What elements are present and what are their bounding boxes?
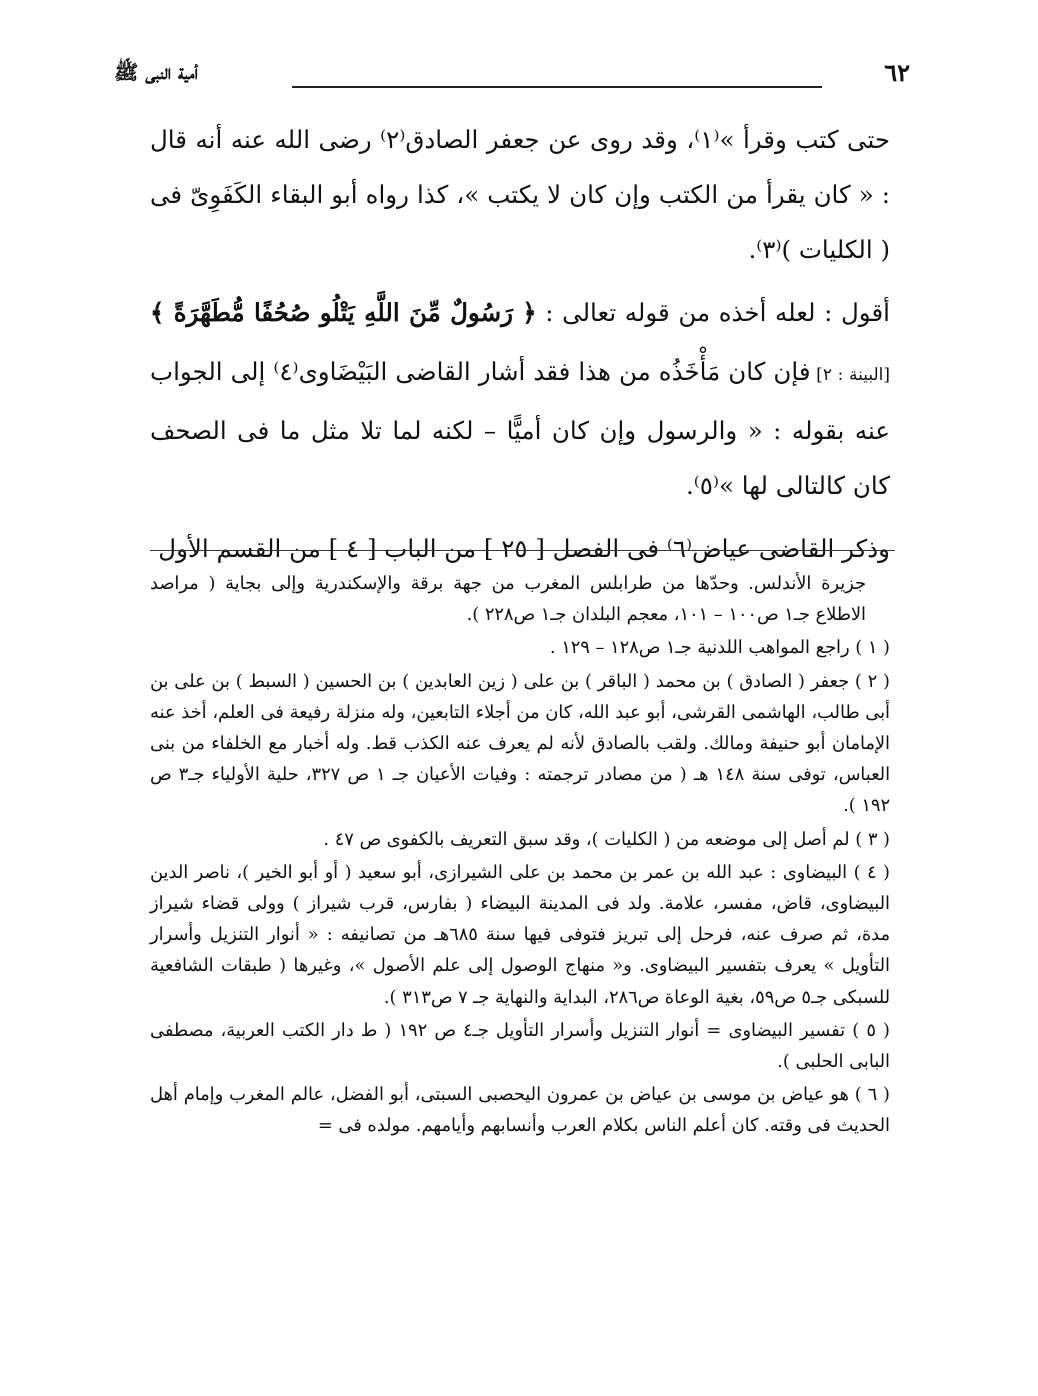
paragraph-2 xyxy=(150,285,890,513)
verse-reference: [البينة : ٢] xyxy=(810,365,890,385)
main-text xyxy=(150,112,890,576)
footnote-4: ( ٤ ) البيضاوى : عبد الله بن عمر بن محمد بن على الشيرازى، أبو سعيد ( أو أبو الخير )، ناصر الدين البيضاوى، قاض، مفسر، علامة. ولد فى المدينة البيضاء ( بفارس، قرب شيراز ) وولى قضاء شيراز مدة، ثم صرف عنه، فرحل إلى تبريز فتوفى فيها سنة ٦٨٥هـ من تصانيفه : « أنوار التنزيل وأسرار التأويل » يعرف بتفسير البيضاوى. و« منهاج الوصول إلى علم الأصول »، وغيرها ( طبقات الشافعية للسبكى جـ٥ ص٥٩، بغية الوعاة ص٢٨٦، البداية والنهاية جـ ٧ ص٣١٣ ). xyxy=(150,861,890,1008)
footnote-separator xyxy=(150,550,895,551)
paragraph-2-end: فإن كان مَأْخَذُه من هذا فقد أشار القاضى البَيْضَاوى⁽٤⁾ إلى الجواب عنه بقوله : « والرسول وإن كان أميًّا – لكنه لما تلا مثل ما فى الصحف كان كالتالى لها »⁽٥⁾. xyxy=(150,357,890,500)
quran-verse: ﴿ رَسُولٌ مِّنَ اللَّهِ يَتْلُو صُحُفًا مُّطَهَّرَةً ﴾ xyxy=(150,298,537,327)
paragraph-2-start: أقول : لعله أخذه من قوله تعالى : xyxy=(536,298,890,327)
header-rule xyxy=(292,86,822,88)
footnote-1: ( ١ ) راجع المواهب اللدنية جـ١ ص١٢٨ – ١٢٩ . xyxy=(549,637,890,659)
footnote-5: ( ٥ ) تفسير البيضاوى = أنوار التنزيل وأسرار التأويل جـ٤ ص ١٩٢ ( ط دار الكتب العربية، مصطفى البابى الحلبى ). xyxy=(150,1019,890,1073)
footnote-3: ( ٣ ) لم أصل إلى موضعه من ( الكليات )، وقد سبق التعريف بالكفوى ص ٤٧ . xyxy=(323,828,890,850)
running-title: أمية النبى ﷺ xyxy=(114,60,198,84)
footnote-6: ( ٦ ) هو عياض بن موسى بن عياض بن عمرون اليحصبى السبتى، أبو الفضل، عالم المغرب وإمام أهل الحديث فى وقته. كان أعلم الناس بكلام العرب وأنسابهم وأيامهم. مولده فى = xyxy=(150,1084,890,1137)
footnotes xyxy=(150,568,890,1142)
footnote-continuation: جزيرة الأندلس. وحدّها من طرابلس المغرب من جهة برقة والإسكندرية وإلى بجاية ( مراصد الاطلاع جـ١ ص١٠٠ – ١٠١، معجم البلدان جـ١ ص٢٢٨ ). xyxy=(150,573,866,626)
paragraph-3: وذكر القاضى عياض⁽٦⁾ فى الفصل [ ٢٥ ] من الباب [ ٤ ] من القسم الأول xyxy=(158,534,890,563)
footnote-2: ( ٢ ) جعفر ( الصادق ) بن محمد ( الباقر ) بن على ( زين العابدين ) بن الحسين ( السبط ) بن على بن أبى طالب، الهاشمى القرشى، أبو عبد الله، كان من أجلاء التابعين، وله منزلة رفيعة فى العلم، أخذ عنه الإمامان أبو حنيفة ومالك. ولقب بالصادق لأنه لم يعرف عنه الكذب قط. وله أخبار مع الخلفاء من بنى العباس، توفى سنة ١٤٨ هـ ( من مصادر ترجمته : وفيات الأعيان جـ ١ ص ٣٢٧، حلية الأولياء جـ٣ ص ١٩٢ ). xyxy=(150,670,891,817)
paragraph-1: حتى كتب وقرأ »⁽١⁾، وقد روى عن جعفر الصادق⁽٢⁾ رضى الله عنه أنه قال : « كان يقرأ من الكتب وإن كان لا يكتب »، كذا رواه أبو البقاء الكَفَوِىّ فى ( الكليات )⁽٣⁾. xyxy=(150,125,890,264)
page-number: ٦٢ xyxy=(884,58,910,87)
